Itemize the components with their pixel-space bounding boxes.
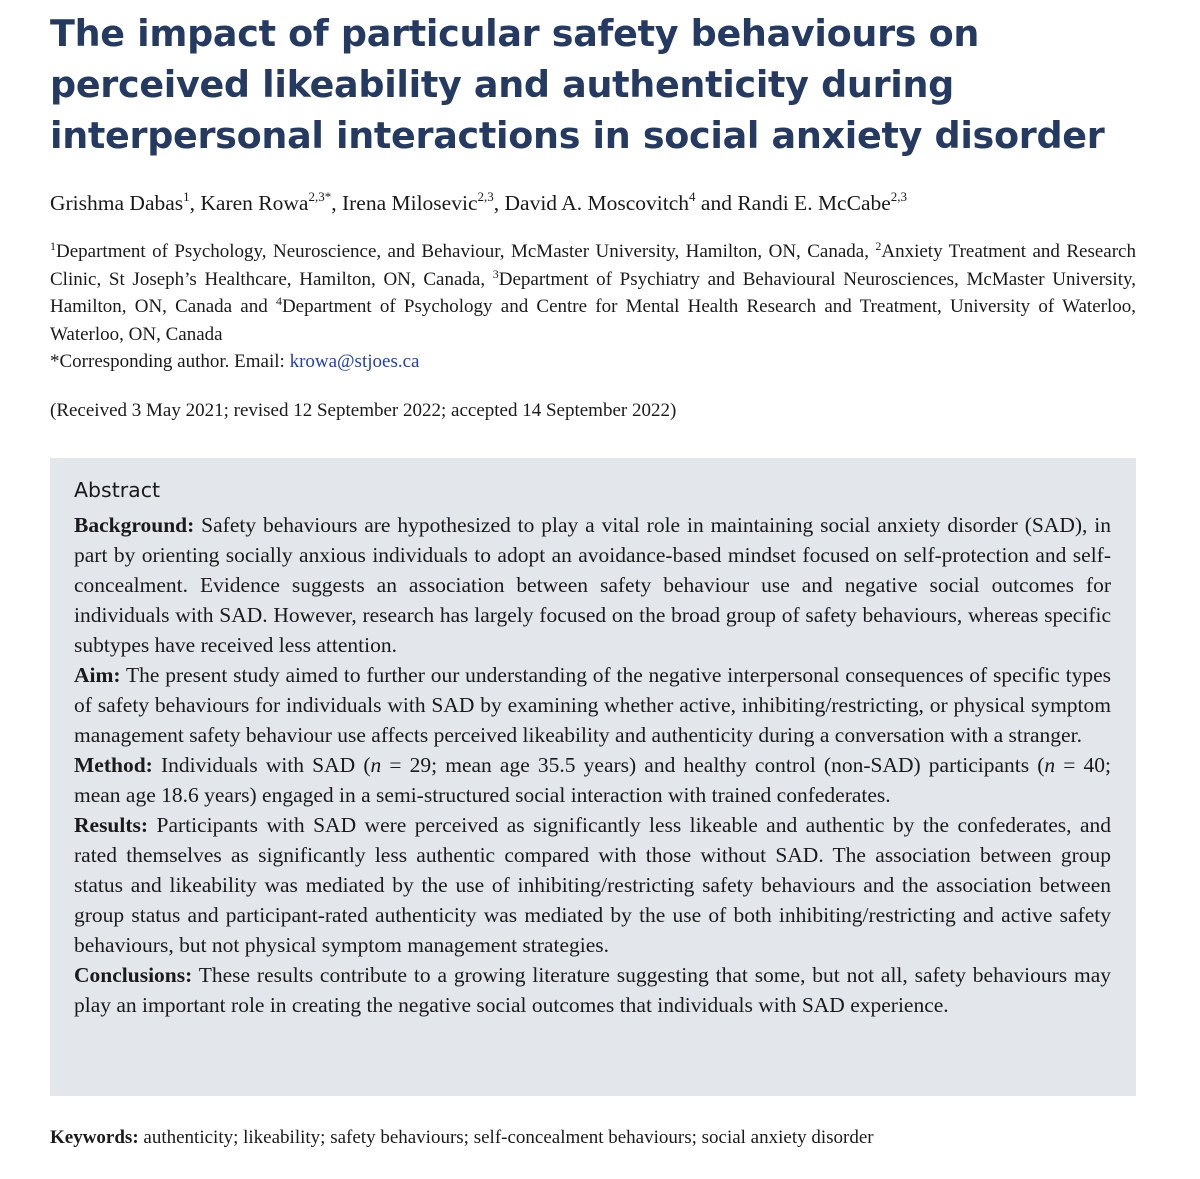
article-title: The impact of particular safety behaviours on perceived likeability and authenticity during interpersonal interactions in social anxiety disorder bbox=[50, 12, 1105, 157]
abstract-box bbox=[50, 458, 1136, 1096]
keywords: Keywords: authenticity; likeability; safety behaviours; self-concealment behaviours; social anxiety disorder bbox=[50, 1127, 874, 1148]
affiliations: $^1$Department of Psychology, Neuroscience, and Behaviour, McMaster University, Hamilton, ON, Canada, $^2$Anxiety Treatment and Research Clinic, St Joseph’s Healthcare, Hamilton, ON, Canada, $^3$Department of Psychiatry and Behavioural Neurosciences, McMaster University, Hamilton, ON, Canada and $^4$Department of Psychology and Centre for Mental Health Research and Treatment, University of Waterloo, Waterloo, ON, Canada bbox=[50, 239, 1136, 345]
author: David A. Moscovitch$^4$ bbox=[504, 189, 696, 215]
abstract-results: Results: Participants with SAD were perceived as significantly less likeable and authentic by the confederates, and rated themselves as significantly less authentic compared with those without SAD. The association between group status and likeability was mediated by the use of inhibiting/restricting safety behaviours and the association between group status and participant-rated authenticity was mediated by the use of both inhibiting/restricting and active safety behaviours, but not physical symptom management strategies. bbox=[74, 813, 1111, 957]
author: Karen Rowa$^{2,3*}$ bbox=[200, 189, 332, 215]
publication-dates: (Received 3 May 2021; revised 12 September 2022; accepted 14 September 2022) bbox=[50, 400, 677, 421]
author-list: Grishma Dabas$^1$, Karen Rowa$^{2,3*}$, Irena Milosevic$^{2,3}$, David A. Moscovitch$^4$ and Randi E. McCabe$^{2,3}$ bbox=[50, 189, 908, 215]
email-link[interactable]: krowa@stjoes.ca bbox=[289, 351, 420, 372]
abstract-conclusions: Conclusions: These results contribute to a growing literature suggesting that some, but not all, safety behaviours may play an important role in creating the negative social outcomes that individuals with SAD experience. bbox=[74, 963, 1111, 1017]
author: Randi E. McCabe$^{2,3}$ bbox=[737, 189, 908, 215]
abstract-method: Method: Individuals with SAD (n = 29; mean age 35.5 years) and healthy control (non-SAD) participants (n = 40; mean age 18.6 years) engaged in a semi-structured social interaction with trained confederates. bbox=[74, 753, 1112, 807]
corresponding-author: *Corresponding author. Email: krowa@stjoes.ca bbox=[50, 351, 420, 372]
author: Grishma Dabas$^1$ bbox=[50, 189, 190, 215]
author: Irena Milosevic$^{2,3}$ bbox=[341, 189, 494, 215]
abstract-heading: Abstract bbox=[74, 478, 161, 502]
abstract-background: Background: Safety behaviours are hypothesized to play a vital role in maintaining social anxiety disorder (SAD), in part by orienting socially anxious individuals to adopt an avoidance-based mindset focused on self-protection and self-concealment. Evidence suggests an association between safety behaviour use and negative social outcomes for individuals with SAD. However, research has largely focused on the broad group of safety behaviours, whereas specific subtypes have received less attention. bbox=[74, 513, 1111, 657]
abstract-body bbox=[74, 510, 1111, 1020]
abstract-aim: Aim: The present study aimed to further our understanding of the negative interpersonal consequences of specific types of safety behaviours for individuals with SAD by examining whether active, inhibiting/restricting, or physical symptom management safety behaviour use affects perceived likeability and authenticity during a conversation with a stranger. bbox=[74, 663, 1111, 747]
